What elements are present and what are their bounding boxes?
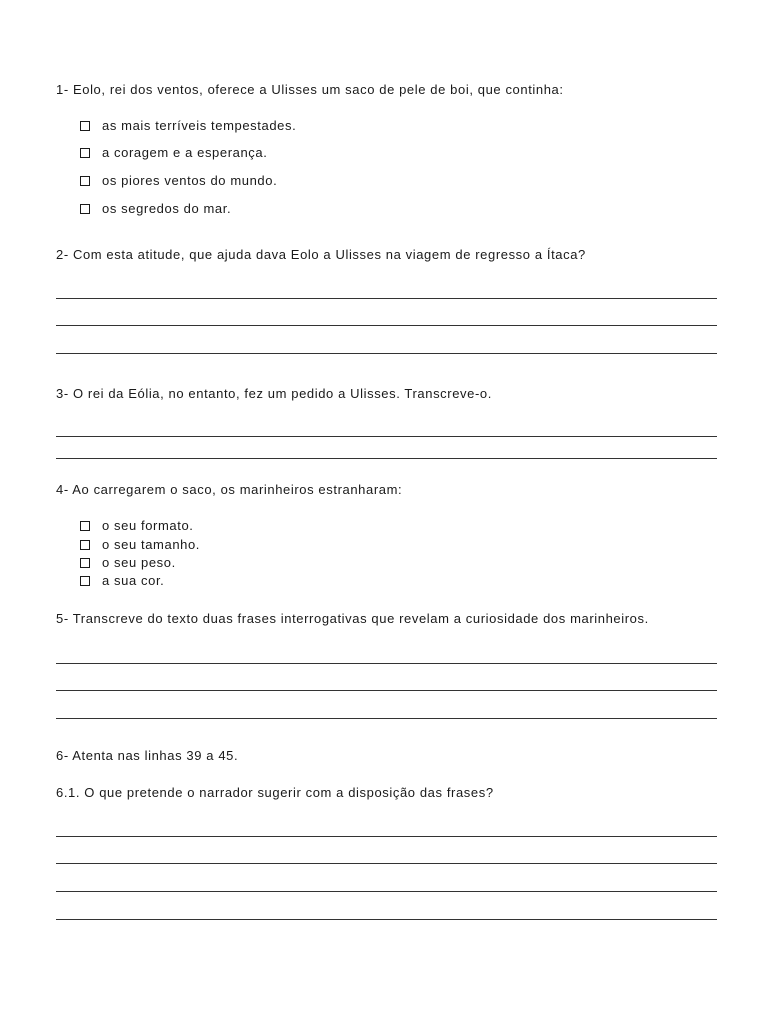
answer-line[interactable] bbox=[56, 863, 717, 864]
option-label: a coragem e a esperança. bbox=[102, 145, 268, 160]
answer-line[interactable] bbox=[56, 919, 717, 920]
answer-line[interactable] bbox=[56, 718, 717, 719]
answer-line[interactable] bbox=[56, 690, 717, 691]
option-label: os segredos do mar. bbox=[102, 201, 232, 216]
option-label: o seu formato. bbox=[102, 518, 194, 533]
question-6-1: 6.1. O que pretende o narrador sugerir com a disposição das frases? bbox=[56, 785, 494, 800]
question-6: 6- Atenta nas linhas 39 a 45. bbox=[56, 748, 239, 763]
question-2: 2- Com esta atitude, que ajuda dava Eolo a Ulisses na viagem de regresso a Ítaca? bbox=[56, 247, 586, 262]
option-label: o seu tamanho. bbox=[102, 537, 201, 552]
checkbox-icon[interactable] bbox=[80, 204, 90, 214]
checkbox-icon[interactable] bbox=[80, 558, 90, 568]
checkbox-icon[interactable] bbox=[80, 576, 90, 586]
answer-line[interactable] bbox=[56, 663, 717, 664]
question-1-option-4[interactable] bbox=[80, 201, 231, 217]
question-5: 5- Transcreve do texto duas frases interrogativas que revelam a curiosidade dos marinheiros. bbox=[56, 611, 649, 626]
answer-line[interactable] bbox=[56, 436, 717, 437]
question-1-option-2[interactable] bbox=[80, 145, 267, 161]
checkbox-icon[interactable] bbox=[80, 540, 90, 550]
answer-line[interactable] bbox=[56, 458, 717, 459]
option-label: o seu peso. bbox=[102, 555, 176, 570]
question-4-option-2[interactable] bbox=[80, 537, 200, 553]
checkbox-icon[interactable] bbox=[80, 176, 90, 186]
option-label: a sua cor. bbox=[102, 573, 165, 588]
question-1-option-3[interactable] bbox=[80, 173, 277, 189]
answer-line[interactable] bbox=[56, 836, 717, 837]
checkbox-icon[interactable] bbox=[80, 521, 90, 531]
checkbox-icon[interactable] bbox=[80, 121, 90, 131]
checkbox-icon[interactable] bbox=[80, 148, 90, 158]
question-4-option-1[interactable] bbox=[80, 518, 194, 534]
option-label: as mais terríveis tempestades. bbox=[102, 118, 297, 133]
question-1: 1- Eolo, rei dos ventos, oferece a Ulisses um saco de pele de boi, que continha: bbox=[56, 82, 564, 97]
answer-line[interactable] bbox=[56, 891, 717, 892]
answer-line[interactable] bbox=[56, 298, 717, 299]
option-label: os piores ventos do mundo. bbox=[102, 173, 278, 188]
question-4-option-4[interactable] bbox=[80, 573, 164, 589]
question-1-option-1[interactable] bbox=[80, 118, 296, 134]
question-4: 4- Ao carregarem o saco, os marinheiros estranharam: bbox=[56, 482, 403, 497]
answer-line[interactable] bbox=[56, 353, 717, 354]
answer-line[interactable] bbox=[56, 325, 717, 326]
question-4-option-3[interactable] bbox=[80, 555, 176, 571]
question-3: 3- O rei da Eólia, no entanto, fez um pedido a Ulisses. Transcreve-o. bbox=[56, 386, 492, 401]
